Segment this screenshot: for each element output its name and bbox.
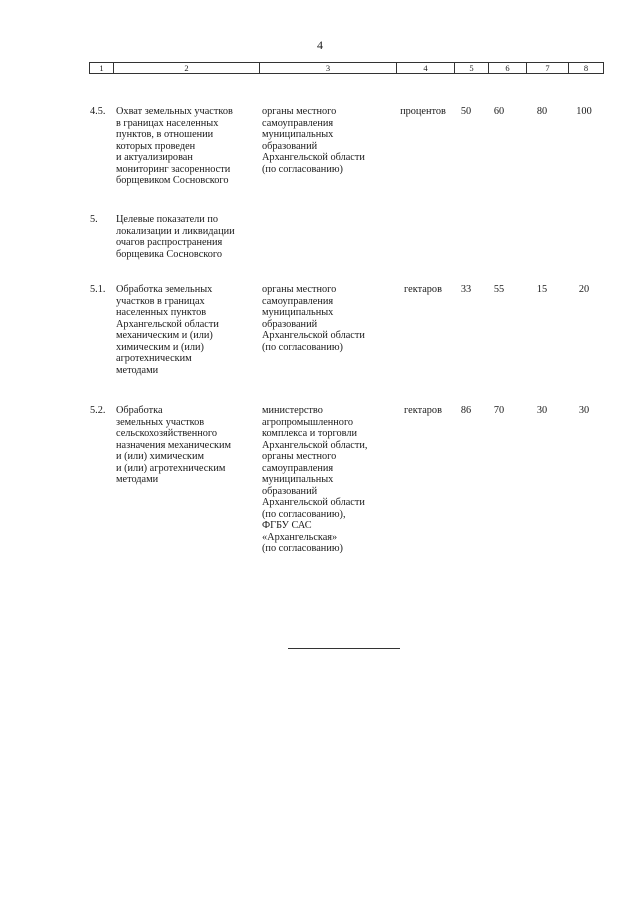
page-number: 4: [317, 38, 323, 52]
indicator-name: Охват земельных участков в границах населенных пунктов, в отношении которых проведен и актуализирован мониторинг засоренности борщевиком Сосновского: [116, 106, 233, 186]
header-col-6: 6: [489, 63, 527, 74]
unit-of-measure: гектаров: [404, 405, 442, 416]
header-col-1: 1: [90, 63, 114, 74]
value-col-7: 15: [536, 284, 548, 295]
header-col-2: 2: [114, 63, 260, 74]
section-heading: Целевые показатели по локализации и ликвидации очагов распространения борщевика Сосновского: [116, 214, 235, 260]
header-col-7: 7: [527, 63, 569, 74]
value-col-8: 100: [576, 106, 592, 117]
responsible-executor: министерство агропромышленного комплекса и торговли Архангельской области, органы местного самоуправления муниципальных образований Архангельской области (по согласованию), ФГБУ САС «Архангельская» (по согласованию): [262, 405, 368, 554]
indicator-name: Обработка земельных участков сельскохозяйственного назначения механическим и (или) химическим и (или) агротехническим методами: [116, 405, 232, 485]
value-col-5: 33: [460, 284, 472, 295]
header-col-5: 5: [455, 63, 489, 74]
value-col-6: 70: [493, 405, 505, 416]
unit-of-measure: процентов: [400, 106, 446, 117]
end-of-document-divider: [288, 648, 400, 649]
value-col-6: 60: [493, 106, 505, 117]
row-number: 4.5.: [90, 106, 106, 117]
value-col-5: 50: [460, 106, 472, 117]
unit-of-measure: гектаров: [404, 284, 442, 295]
value-col-7: 80: [536, 106, 548, 117]
indicator-name: Обработка земельных участков в границах населенных пунктов Архангельской области механическим и (или) химическим и (или) агротехническим методами: [116, 284, 219, 376]
row-number: 5.1.: [90, 284, 106, 295]
value-col-7: 30: [536, 405, 548, 416]
value-col-8: 20: [578, 284, 590, 295]
row-number: 5.: [90, 214, 98, 225]
column-number-header: [89, 62, 604, 74]
header-col-8: 8: [569, 63, 604, 74]
responsible-executor: органы местного самоуправления муниципальных образований Архангельской области (по согласованию): [262, 106, 365, 175]
value-col-6: 55: [493, 284, 505, 295]
value-col-5: 86: [460, 405, 472, 416]
header-col-3: 3: [260, 63, 397, 74]
row-number: 5.2.: [90, 405, 106, 416]
responsible-executor: органы местного самоуправления муниципальных образований Архангельской области (по согласованию): [262, 284, 365, 353]
header-col-4: 4: [397, 63, 455, 74]
value-col-8: 30: [578, 405, 590, 416]
